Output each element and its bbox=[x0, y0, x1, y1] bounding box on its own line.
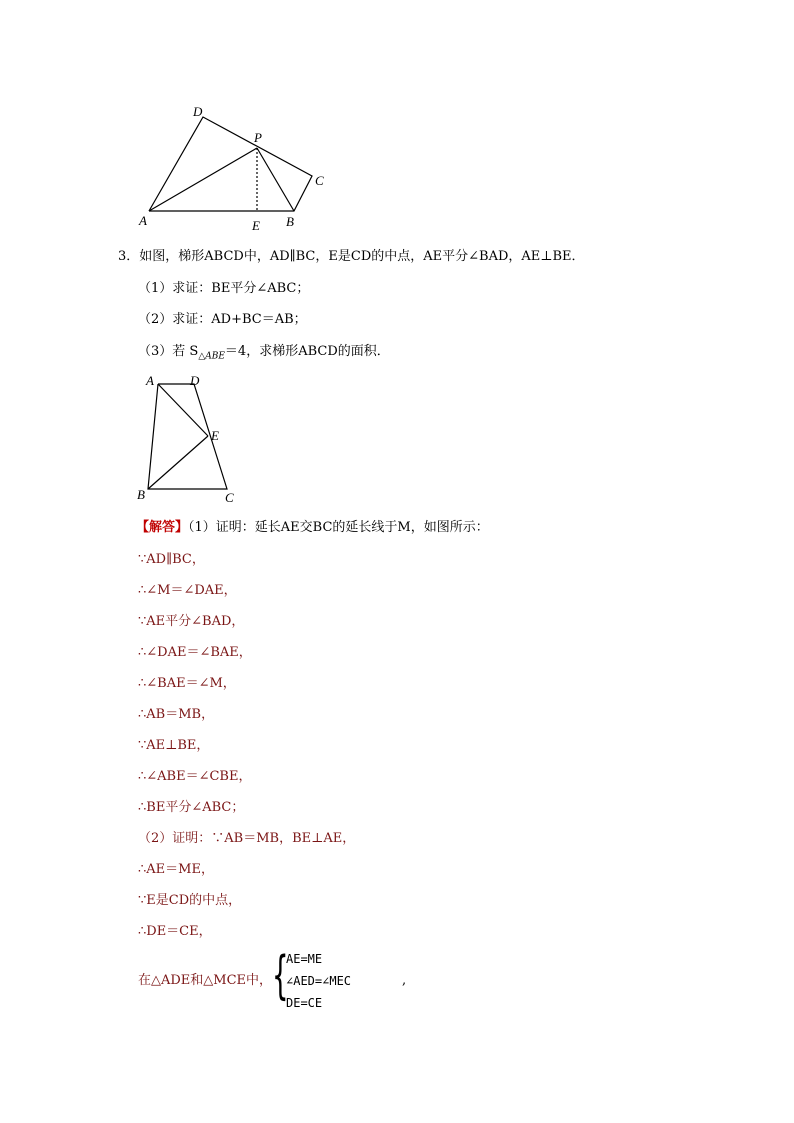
solution-line: ∴∠DAE＝∠BAE， bbox=[138, 645, 252, 660]
problem-stem: 3．如图，梯形ABCD中，AD∥BC，E是CD的中点，AE平分∠BAD，AE⊥BE． bbox=[118, 249, 585, 264]
solution-line: ∵AD∥BC， bbox=[138, 552, 205, 567]
trapezoid-figure bbox=[0, 365, 300, 510]
question-3: （3）若 $S_{\triangle ABE}=4$，求梯形ABCD的面积． bbox=[138, 344, 390, 362]
solution-line: ∵E是CD的中点， bbox=[138, 893, 242, 908]
solution-intro: 【解答】（1）证明：延长AE交BC的延长线于M，如图所示： bbox=[136, 520, 489, 535]
solution-line: ∴AE＝ME， bbox=[138, 862, 214, 877]
solution-line: ∴AB＝MB， bbox=[138, 707, 215, 722]
system-tail: , bbox=[402, 973, 407, 988]
svg-text:D: D bbox=[190, 373, 200, 388]
solution-line: ∴∠BAE＝∠M， bbox=[138, 676, 236, 691]
solution-line: ∵AE平分∠BAD， bbox=[138, 614, 245, 629]
quadrilateral-figure bbox=[0, 0, 794, 240]
svg-text:E: E bbox=[252, 218, 260, 233]
svg-text:A: A bbox=[139, 213, 147, 228]
question-1: （1）求证：BE平分∠ABC； bbox=[138, 281, 310, 296]
solution-line: ∴∠ABE＝∠CBE， bbox=[138, 769, 252, 784]
solution-line: ∴BE平分∠ABC； bbox=[138, 800, 245, 815]
system-intro: 在△ADE和△MCE中， bbox=[138, 973, 273, 988]
svg-text:D: D bbox=[193, 104, 203, 119]
solution-line: （2）证明：∵AB＝MB，BE⊥AE， bbox=[138, 831, 356, 846]
equation-system bbox=[286, 948, 351, 1014]
svg-text:C: C bbox=[225, 490, 234, 505]
brace: { bbox=[272, 946, 289, 1006]
system-eq: DE=CE bbox=[286, 996, 323, 1010]
svg-text:C: C bbox=[315, 173, 324, 188]
svg-text:B: B bbox=[286, 214, 294, 229]
svg-text:A: A bbox=[146, 373, 154, 388]
system-eq: ∠AED=∠MEC bbox=[286, 974, 352, 988]
svg-text:B: B bbox=[137, 487, 145, 502]
solution-line: ∴∠M＝∠DAE， bbox=[138, 583, 237, 598]
svg-text:E: E bbox=[211, 428, 219, 443]
system-eq: AE=ME bbox=[286, 952, 323, 966]
question-2: （2）求证：AD+BC＝AB； bbox=[138, 312, 307, 327]
solution-line: ∵AE⊥BE， bbox=[138, 738, 210, 753]
solution-line: ∴DE＝CE， bbox=[138, 924, 212, 939]
svg-text:P: P bbox=[254, 130, 262, 145]
